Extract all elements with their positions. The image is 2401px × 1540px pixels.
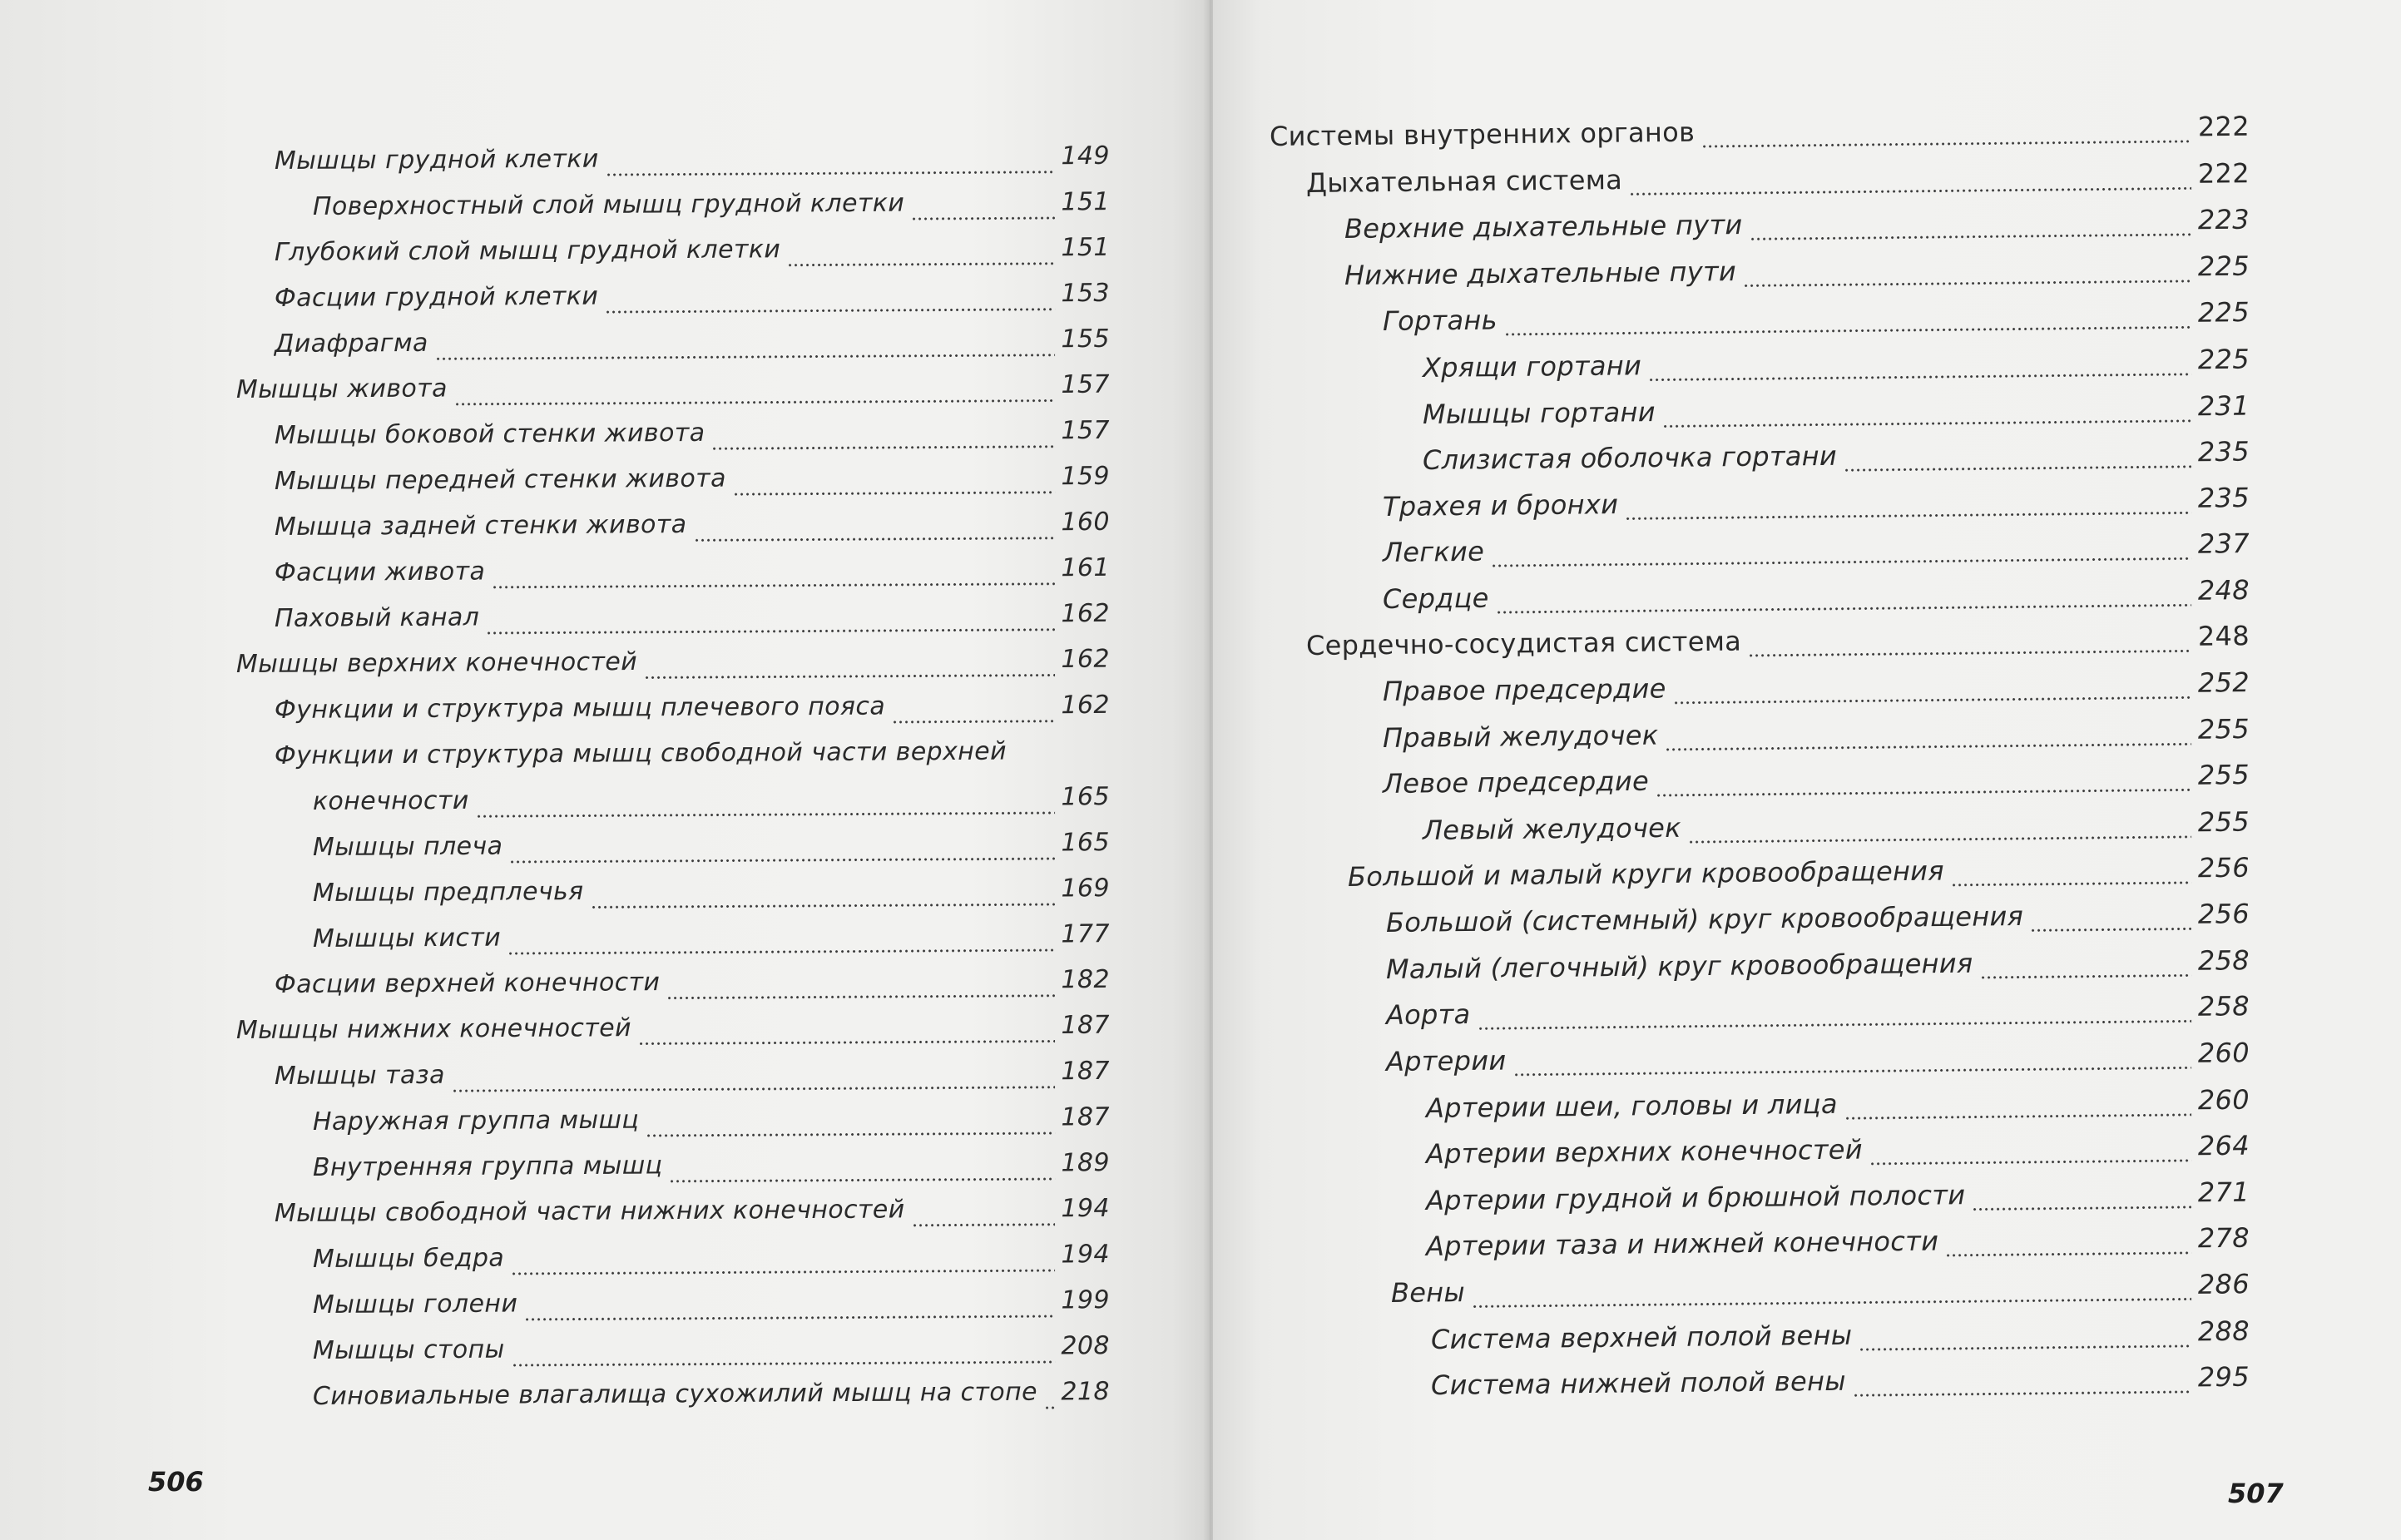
toc-entry-title: Малый (легочный) круг кровообращения: [1385, 947, 1973, 985]
toc-entry-title: Слизистая оболочка гортани: [1422, 439, 1838, 477]
toc-entry-title: Мышцы свободной части нижних конечностей: [274, 1195, 905, 1228]
dot-leader: [492, 582, 1054, 588]
dot-leader: [1504, 326, 2191, 336]
toc-entry-page-number: 208: [1061, 1331, 1111, 1361]
dot-leader: [1844, 466, 2191, 472]
toc-entry: [1344, 204, 2250, 253]
dot-leader: [1648, 373, 2191, 381]
toc-entry-page-number: 149: [1061, 141, 1111, 171]
dot-leader: [524, 1315, 1054, 1321]
dot-leader: [606, 171, 1055, 176]
toc-entry-page-number: 162: [1061, 644, 1111, 674]
dot-leader: [1666, 743, 2192, 751]
toc-entry: [275, 965, 1110, 1010]
toc-entry-page-number: 225: [2197, 296, 2250, 329]
toc-entry-page-number: 278: [2197, 1222, 2250, 1255]
toc-entry-page-number: 162: [1061, 598, 1111, 629]
toc-entry-page-number: 248: [2197, 574, 2250, 607]
dot-leader: [1750, 234, 2191, 241]
toc-entry: [1383, 296, 2250, 345]
toc-entry-page-number: 194: [1061, 1193, 1111, 1224]
toc-entry: [236, 1011, 1110, 1056]
toc-entry-page-number: 237: [2197, 527, 2250, 561]
toc-entry: [313, 1331, 1110, 1376]
toc-entry-title: Внутренняя группа мышц: [312, 1151, 663, 1182]
toc-entry-title: Хрящи гортани: [1422, 349, 1642, 384]
toc-entry-title: Мышцы кисти: [312, 923, 502, 953]
toc-entry-page-number: 223: [2197, 203, 2250, 236]
toc-entry-page-number: 222: [2197, 156, 2250, 190]
right-page: [1213, 0, 2401, 1540]
toc-entry-title: Мышцы таза: [274, 1060, 445, 1091]
toc-entry-page-number: 177: [1061, 919, 1111, 949]
toc-entry-page-number: 258: [2197, 943, 2250, 977]
toc-entry: [1426, 1176, 2250, 1224]
toc-entry-title: Паховый канал: [274, 602, 480, 633]
dot-leader: [1491, 557, 2191, 567]
dot-leader: [1478, 1020, 2191, 1030]
toc-entry-page-number: 286: [2197, 1268, 2250, 1300]
toc-entry: [1423, 389, 2250, 438]
dot-leader: [605, 308, 1054, 313]
toc-entry: [275, 691, 1110, 735]
toc-entry-title: Легкие: [1382, 536, 1485, 569]
toc-entry-page-number: 218: [1061, 1377, 1111, 1407]
toc-entry: [275, 1194, 1110, 1239]
toc-entry: [1383, 527, 2250, 577]
toc-entry-title: Мышцы предплечья: [312, 877, 584, 908]
toc-entry: [1383, 482, 2250, 531]
toc-entry: [1386, 944, 2250, 993]
toc-entry-page-number: 153: [1061, 278, 1111, 309]
dot-leader: [1625, 512, 2191, 520]
toc-entry-title: Функции и структура мышц свободной части верхней: [274, 736, 1007, 770]
toc-entry-title: Поверхностный слой мышц грудной клетки: [312, 188, 905, 221]
dot-leader: [1662, 419, 2191, 428]
dot-leader: [694, 537, 1055, 542]
toc-entry: [1348, 851, 2250, 900]
dot-leader: [454, 399, 1055, 405]
toc-entry: [1386, 991, 2250, 1040]
dot-leader: [2030, 928, 2191, 932]
dot-leader: [591, 904, 1055, 909]
toc-entry: [275, 508, 1110, 552]
toc-entry-page-number: 165: [1061, 782, 1111, 812]
dot-leader: [435, 354, 1055, 360]
toc-entry-page-number: 260: [2197, 1037, 2250, 1069]
toc-entry-title: Артерии шеи, головы и лица: [1425, 1087, 1838, 1124]
toc-entry: [313, 782, 1110, 827]
toc-entry: [1426, 1083, 2250, 1131]
toc-entry-page-number: 169: [1061, 874, 1111, 904]
toc-entry: [1386, 1037, 2250, 1086]
toc-entry-title: Диафрагма: [274, 328, 428, 359]
toc-entry-title: Фасции грудной клетки: [274, 281, 599, 313]
dot-leader: [1673, 696, 2191, 705]
dot-leader: [511, 1270, 1054, 1275]
toc-entry-page-number: 161: [1061, 552, 1111, 583]
toc-entry: [313, 874, 1110, 919]
toc-entry: [1426, 1130, 2250, 1178]
dot-leader: [1859, 1344, 2191, 1350]
toc-entry-title: Мышцы верхних конечностей: [235, 647, 638, 679]
toc-entry-page-number: 258: [2197, 990, 2250, 1023]
dot-leader: [509, 858, 1054, 864]
toc-entry-page-number: 256: [2197, 851, 2250, 884]
dot-leader: [476, 812, 1055, 818]
toc-entry-page-number: 255: [2197, 759, 2250, 792]
toc-entry-title: Мышцы живота: [235, 374, 448, 404]
dot-leader: [712, 445, 1055, 450]
toc-entry-page-number: 199: [1061, 1285, 1111, 1315]
toc-entry: [313, 187, 1110, 232]
dot-leader: [1853, 1391, 2191, 1397]
dot-leader: [1945, 1252, 2191, 1257]
toc-entry: [275, 737, 1007, 781]
dot-leader: [670, 1178, 1055, 1183]
toc-entry-page-number: 235: [2197, 435, 2250, 468]
toc-entry-page-number: 264: [2197, 1129, 2250, 1162]
toc-entry: [275, 1057, 1110, 1102]
dot-leader: [892, 720, 1054, 723]
dot-leader: [911, 217, 1054, 220]
toc-entry: [1383, 666, 2250, 716]
toc-entry-title: Мышцы голени: [312, 1289, 518, 1320]
toc-entry-page-number: 225: [2197, 343, 2250, 376]
toc-entry-page-number: 189: [1061, 1148, 1111, 1178]
toc-entry-page-number: 295: [2197, 1360, 2250, 1394]
toc-entry: [313, 828, 1110, 873]
toc-entry-title: Большой и малый круги кровообращения: [1347, 854, 1945, 893]
toc-entry-title: Система верхней полой вены: [1430, 1319, 1853, 1355]
dot-leader: [1951, 881, 2191, 886]
toc-entry-page-number: 182: [1061, 964, 1111, 995]
toc-entry: [236, 645, 1110, 690]
toc-entry-title: конечности: [312, 785, 469, 816]
toc-entry-title: Верхние дыхательные пути: [1344, 209, 1743, 245]
toc-entry-page-number: 260: [2197, 1083, 2250, 1116]
dot-leader: [644, 674, 1054, 679]
toc-entry-page-number: 252: [2197, 666, 2250, 699]
dot-leader: [912, 1223, 1055, 1226]
toc-entry-title: Мышцы грудной клетки: [274, 144, 599, 176]
toc-entry-title: Мышцы гортани: [1422, 395, 1656, 430]
toc-entry-title: Мышцы стопы: [312, 1335, 505, 1365]
dot-leader: [638, 1040, 1055, 1045]
toc-entry: [313, 1148, 1110, 1193]
toc-entry-title: Наружная группа мышц: [312, 1105, 640, 1136]
toc-entry: [275, 233, 1110, 278]
toc-entry-title: Большой (системный) круг кровообращения: [1385, 900, 2024, 939]
toc-entry-title: Сердечно-сосудистая система: [1305, 625, 1742, 661]
toc-entry-page-number: 165: [1061, 828, 1111, 858]
toc-entry: [313, 1285, 1110, 1330]
toc-entry: [313, 1102, 1110, 1147]
toc-entry: [275, 324, 1110, 369]
dot-leader: [507, 949, 1054, 955]
toc-entry-title: Вены: [1390, 1276, 1466, 1309]
toc-entry-title: Система нижней полой вены: [1430, 1364, 1846, 1402]
toc-entry-page-number: 271: [2197, 1176, 2250, 1209]
toc-entry-page-number: 157: [1061, 369, 1111, 399]
toc-entry-title: Фасции живота: [274, 557, 486, 587]
toc-entry: [313, 1377, 1110, 1422]
toc-entry-title: Артерии верхних конечностей: [1425, 1133, 1864, 1171]
dot-leader: [1044, 1407, 1055, 1409]
toc-entry-page-number: 151: [1061, 232, 1111, 263]
dot-leader: [1980, 974, 2192, 979]
toc-entry-title: Синовиальные влагалища сухожилий мышц на стопе: [312, 1377, 1038, 1411]
toc-entry-title: Аорта: [1385, 998, 1471, 1032]
toc-entry: [1431, 1361, 2250, 1409]
toc-entry-title: Гортань: [1382, 304, 1498, 338]
dot-leader: [1869, 1160, 2191, 1166]
toc-entry-title: Фасции верхней конечности: [274, 968, 661, 999]
toc-entry: [1386, 898, 2250, 947]
toc-entry-page-number: 159: [1061, 461, 1111, 492]
toc-entry: [275, 279, 1110, 324]
toc-entry: [313, 1240, 1110, 1285]
toc-entry-title: Глубокий слой мышц грудной клетки: [274, 235, 781, 267]
dot-leader: [646, 1132, 1054, 1137]
toc-entry-title: Артерии грудной и брюшной полости: [1425, 1179, 1966, 1216]
toc-entry-page-number: 160: [1061, 507, 1111, 537]
toc-entry: [275, 462, 1110, 507]
toc-entry-page-number: 235: [2197, 481, 2250, 514]
dot-leader: [733, 491, 1055, 495]
toc-entry: [275, 416, 1110, 461]
dot-leader: [787, 262, 1054, 266]
toc-entry: [1423, 436, 2250, 484]
toc-entry: [1391, 1268, 2250, 1317]
toc-entry-page-number: 231: [2197, 389, 2250, 422]
toc-entry-page-number: 225: [2197, 250, 2250, 283]
dot-leader: [452, 1086, 1055, 1092]
dot-leader: [1496, 604, 2191, 614]
toc-entry-title: Мышцы передней стенки живота: [274, 463, 726, 496]
toc-entry: [1306, 157, 2250, 207]
dot-leader: [1513, 1067, 2191, 1077]
dot-leader: [1701, 140, 2191, 147]
toc-entry: [1423, 806, 2250, 854]
toc-entry: [1383, 759, 2250, 808]
toc-entry-page-number: 187: [1061, 1056, 1111, 1087]
toc-entry-title: Левое предсердие: [1382, 765, 1650, 800]
toc-entry: [1270, 111, 2250, 161]
toc-entry-title: Сердце: [1382, 582, 1489, 615]
toc-entry-title: Артерии: [1385, 1044, 1507, 1077]
toc-entry-title: Мышца задней стенки живота: [274, 509, 687, 542]
toc-entry: [1383, 713, 2250, 762]
toc-entry-page-number: 187: [1061, 1010, 1111, 1040]
toc-entry-page-number: 255: [2197, 712, 2250, 745]
toc-entry-title: Мышцы нижних конечностей: [235, 1013, 632, 1045]
dot-leader: [1688, 835, 2191, 843]
toc-entry-title: Правый желудочек: [1382, 719, 1659, 754]
toc-entry-page-number: 194: [1061, 1240, 1111, 1270]
toc-entry-title: Нижние дыхательные пути: [1344, 255, 1737, 291]
toc-entry-page-number: 255: [2197, 805, 2250, 839]
toc-entry-page-number: 162: [1061, 690, 1111, 720]
toc-entry-page-number: 248: [2197, 619, 2250, 652]
toc-entry-title: Мышцы бедра: [312, 1243, 505, 1274]
dot-leader: [1743, 280, 2191, 287]
dot-leader: [512, 1361, 1055, 1367]
toc-entry-page-number: 155: [1061, 324, 1111, 354]
toc-entry: [236, 370, 1110, 415]
dot-leader: [1472, 1298, 2191, 1308]
dot-leader: [666, 994, 1054, 999]
toc-entry-title: Функции и структура мышц плечевого пояса: [274, 691, 886, 725]
toc-entry: [1383, 574, 2250, 623]
right-page-number: 507: [2228, 1478, 2284, 1509]
toc-entry: [1426, 1222, 2250, 1270]
toc-entry-page-number: 157: [1061, 415, 1111, 446]
toc-entry-title: Дыхательная система: [1305, 163, 1623, 199]
toc-entry: [313, 919, 1110, 964]
toc-entry-title: Левый желудочек: [1422, 811, 1682, 846]
dot-leader: [1973, 1206, 2192, 1211]
toc-entry: [275, 141, 1110, 186]
toc-entry-title: Трахея и бронхи: [1382, 488, 1619, 522]
toc-entry-title: Правое предсердие: [1382, 672, 1666, 708]
toc-entry-page-number: 256: [2197, 898, 2250, 930]
dot-leader: [1656, 789, 2191, 797]
toc-entry-page-number: 151: [1061, 187, 1111, 217]
toc-entry: [1423, 344, 2250, 392]
dot-leader: [486, 628, 1054, 634]
toc-entry-title: Артерии таза и нижней конечности: [1425, 1225, 1939, 1263]
toc-entry: [275, 553, 1110, 598]
toc-entry: [1431, 1315, 2250, 1363]
left-page-number: 506: [148, 1466, 204, 1498]
dot-leader: [1748, 649, 2191, 656]
toc-entry: [1306, 620, 2250, 670]
toc-entry: [1344, 250, 2250, 299]
toc-entry-title: Мышцы боковой стенки живота: [274, 418, 705, 450]
toc-entry-title: Системы внутренних органов: [1269, 116, 1696, 152]
toc-entry-title: Мышцы плеча: [312, 831, 503, 862]
toc-entry: [275, 599, 1110, 644]
dot-leader: [1629, 186, 2191, 195]
toc-entry-page-number: 187: [1061, 1102, 1111, 1132]
toc-entry-page-number: 288: [2197, 1315, 2250, 1347]
dot-leader: [1844, 1113, 2191, 1119]
toc-entry-page-number: 222: [2197, 110, 2250, 143]
